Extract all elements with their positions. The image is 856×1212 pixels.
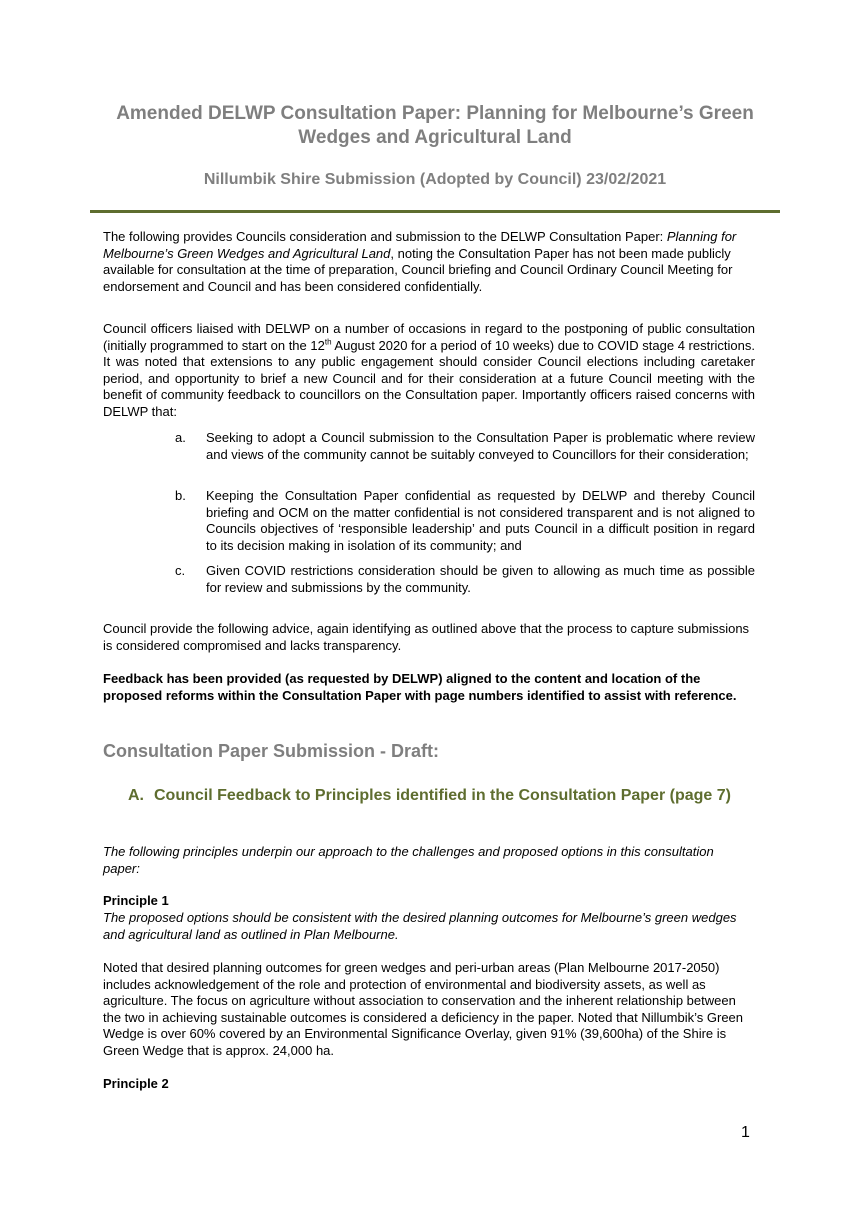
header-divider — [90, 210, 780, 213]
page-number: 1 — [741, 1124, 750, 1141]
concern-item — [175, 563, 755, 596]
principle-1-label: Principle 1 — [103, 893, 169, 908]
intro-paragraph-2: Council officers liaised with DELWP on a number of occasions in regard to the postponing of public consultation (initially programmed to start on the 12th August 2020 for a period of 10 weeks) due to COVID stage 4 restrictions. It was noted that extensions to any public engagement should consider Council elections including caretaker period, and opportunity to brief a new Council and for their consideration at a future Council meeting with the benefit of community feedback to councillors on the Consultation paper. Importantly officers raised concerns with DELWP that: — [103, 321, 756, 419]
concern-item — [175, 430, 755, 463]
concern-text: Given COVID restrictions consideration should be given to allowing as much time as possible for review and submissions by the community. — [206, 563, 755, 595]
intro-paragraph-1: The following provides Councils consideration and submission to the DELWP Consultation Paper: Planning for Melbourne’s Green Wedges and Agricultural Land, noting the Consultation Paper has not been made publicly available for consultation at the time of preparation, Council briefing and Council Ordinary Council Meeting for endorsement and Council and has been considered confidentially. — [103, 229, 737, 294]
consultation-paper-title-ref: Planning for Melbourne’s Green Wedges and Agricultural Land — [103, 229, 737, 261]
principles-intro: The following principles underpin our approach to the challenges and proposed options in this consultation paper: — [103, 844, 714, 876]
list-marker: b. — [175, 488, 186, 503]
principle-1-text: The proposed options should be consistent with the desired planning outcomes for Melbourne’s green wedges and agricultural land as outlined in Plan Melbourne. — [103, 910, 737, 942]
list-marker: c. — [175, 563, 186, 578]
concern-item — [175, 488, 755, 554]
section-marker: A. — [128, 787, 144, 804]
section-a-title: Council Feedback to Principles identified in the Consultation Paper (page 7) — [154, 787, 731, 804]
advice-paragraph: Council provide the following advice, again identifying as outlined above that the process to capture submissions is considered compromised and lacks transparency. — [103, 621, 750, 653]
concern-text: Keeping the Consultation Paper confidential as requested by DELWP and thereby Council briefing and OCM on the matter confidential is not considered transparent and is not aligned to Councils objectives of ‘responsible leadership’ and puts Council in a difficult position in regard to its decision making in isolation of its community; and — [206, 488, 755, 553]
section-a-heading — [128, 786, 748, 805]
principle-1-response: Noted that desired planning outcomes for green wedges and peri-urban areas (Plan Melbourne 2017-2050) includes acknowledgement of the role and protection of environmental and biodiversity assets, as well as agriculture. The focus on agriculture without association to conservation and the inherent relationship between the two in achieving sustainable outcomes is considered a deficiency in the paper. Noted that Nillumbik’s Green Wedge is over 60% covered by an Environmental Significance Overlay, given 91% (39,600ha) of the Shire is Green Wedge that is approx. 24,000 ha. — [103, 960, 744, 1058]
document-subtitle: Nillumbik Shire Submission (Adopted by Council) 23/02/2021 — [203, 171, 667, 188]
feedback-note: Feedback has been provided (as requested by DELWP) aligned to the content and location of the proposed reforms within the Consultation Paper with page numbers identified to assist with reference. — [103, 671, 737, 703]
list-marker: a. — [175, 430, 186, 445]
principle-2-label: Principle 2 — [103, 1076, 169, 1091]
concern-text: Seeking to adopt a Council submission to the Consultation Paper is problematic where review and views of the community cannot be suitably conveyed to Councillors for their consideration; — [206, 430, 755, 462]
submission-heading: Consultation Paper Submission - Draft: — [103, 741, 440, 761]
document-title: Amended DELWP Consultation Paper: Planning for Melbourne’s Green Wedges and Agricultural Land — [116, 103, 754, 148]
